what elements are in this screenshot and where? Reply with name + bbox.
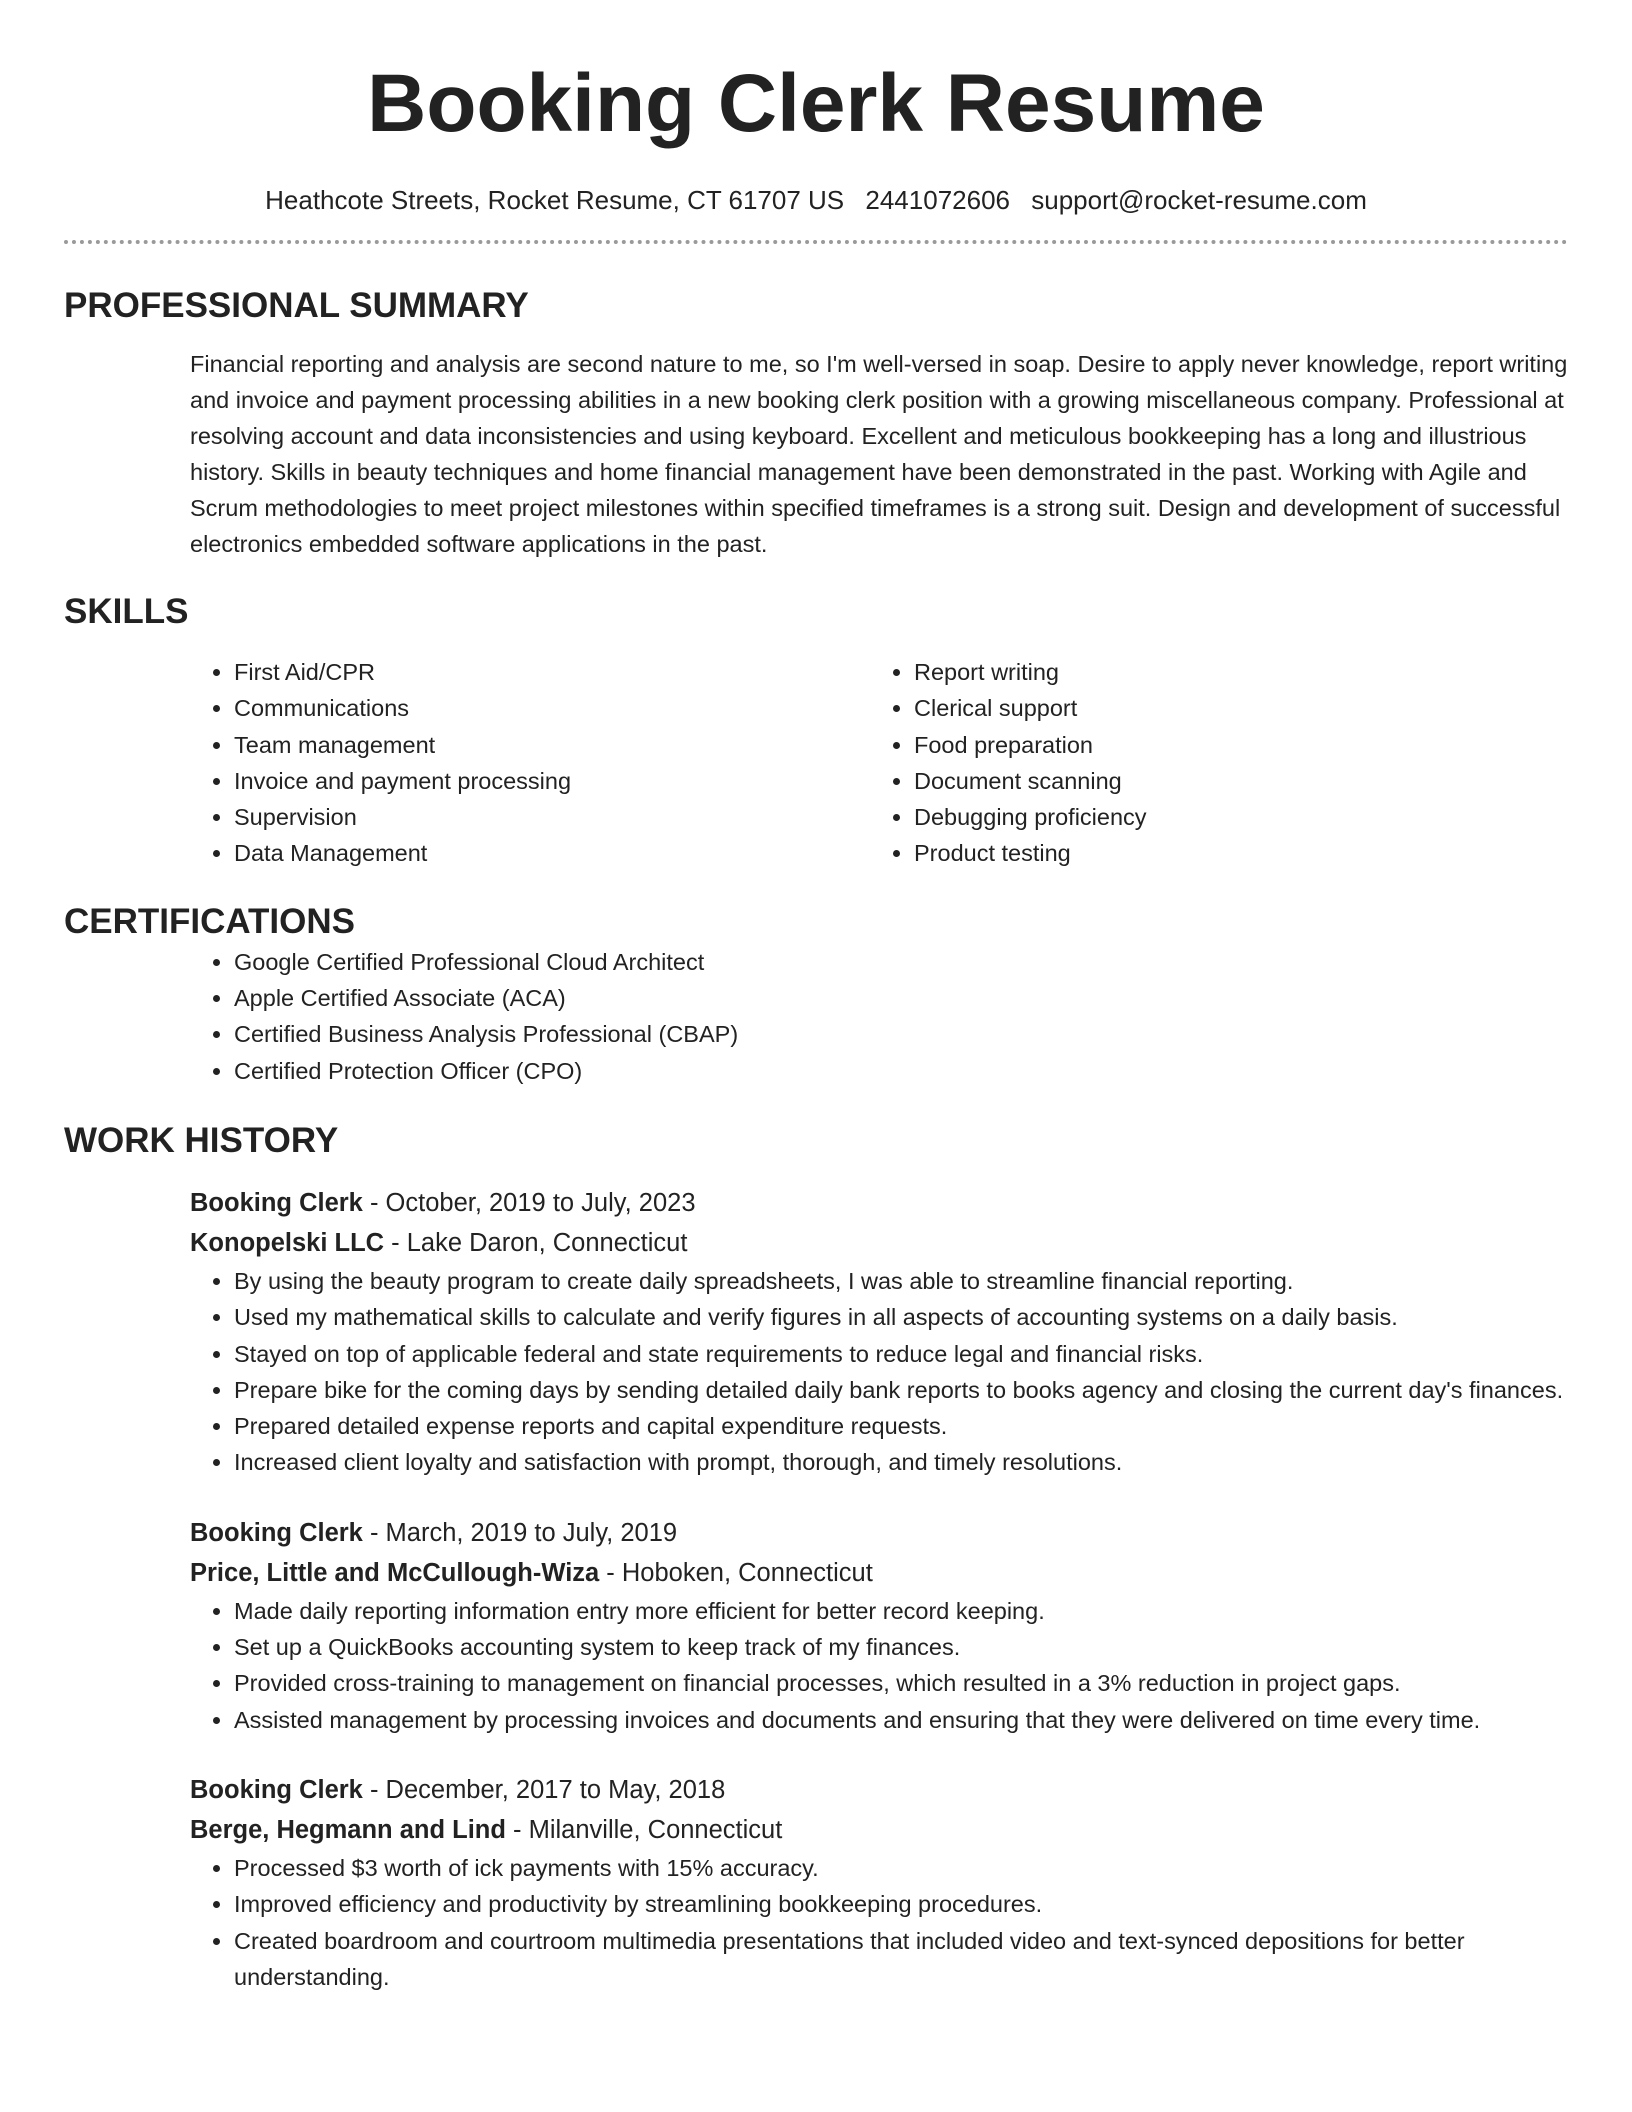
job-location: - Lake Daron, Connecticut xyxy=(384,1228,688,1257)
header-divider xyxy=(64,240,1568,244)
skill-item: • Document scanning xyxy=(914,763,1550,799)
skill-item: • Food preparation xyxy=(914,727,1550,763)
job-bullet-list xyxy=(190,1850,1568,1995)
job-dates: - October, 2019 to July, 2023 xyxy=(362,1188,696,1217)
job-bullet: • Provided cross-training to management on financial processes, which resulted in a 3% reduction in project gaps. xyxy=(234,1665,1568,1701)
skill-item: • Debugging proficiency xyxy=(914,799,1550,835)
job-bullet: • Made daily reporting information entry more efficient for better record keeping. xyxy=(234,1593,1568,1629)
professional-summary-section xyxy=(64,284,1568,562)
job-company: Berge, Hegmann and Lind xyxy=(190,1815,506,1844)
resume-title: Booking Clerk Resume xyxy=(367,58,1265,149)
job-entry xyxy=(190,1513,1568,1738)
job-company: Konopelski LLC xyxy=(190,1228,385,1257)
certification-item: • Google Certified Professional Cloud Architect xyxy=(234,944,1568,980)
job-company-line xyxy=(190,1553,1568,1593)
job-bullet: • Assisted management by processing invoices and documents and ensuring that they were delivered on time every time. xyxy=(234,1702,1568,1738)
job-role-line xyxy=(190,1513,1568,1553)
skill-item: • Supervision xyxy=(234,799,870,835)
certification-item: • Certified Protection Officer (CPO) xyxy=(234,1053,1568,1089)
skill-item: • Invoice and payment processing xyxy=(234,763,870,799)
job-location: - Hoboken, Connecticut xyxy=(599,1558,873,1587)
job-bullet: • Set up a QuickBooks accounting system to keep track of my finances. xyxy=(234,1629,1568,1665)
contact-phone: 2441072606 xyxy=(865,185,1010,215)
job-bullet-list xyxy=(190,1263,1568,1481)
certification-item: • Certified Business Analysis Professional (CBAP) xyxy=(234,1016,1568,1052)
contact-line xyxy=(64,182,1568,218)
certifications-section xyxy=(64,900,1568,1089)
job-bullet-list xyxy=(190,1593,1568,1738)
job-role-line xyxy=(190,1770,1568,1810)
certification-item: • Apple Certified Associate (ACA) xyxy=(234,980,1568,1016)
job-bullet: • Increased client loyalty and satisfaction with prompt, thorough, and timely resolutions. xyxy=(234,1444,1568,1480)
skill-item: • Data Management xyxy=(234,835,870,871)
job-company-line xyxy=(190,1810,1568,1850)
skill-item: • First Aid/CPR xyxy=(234,654,870,690)
job-bullet: • Stayed on top of applicable federal and state requirements to reduce legal and financial risks. xyxy=(234,1336,1568,1372)
job-role: Booking Clerk xyxy=(190,1188,363,1217)
job-bullet: • Used my mathematical skills to calculate and verify figures in all aspects of accounting systems on a daily basis. xyxy=(234,1299,1568,1335)
skills-section xyxy=(64,590,1568,872)
section-title-certifications: CERTIFICATIONS xyxy=(64,901,356,941)
section-title-work-history: WORK HISTORY xyxy=(64,1120,339,1160)
contact-email: support@rocket-resume.com xyxy=(1031,185,1367,215)
skills-column-left xyxy=(190,654,870,872)
summary-text: Financial reporting and analysis are second nature to me, so I'm well-versed in soap. Desire to apply never knowledge, report writing and invoice and payment processing abilities in a new booking clerk position with a growing miscellaneous company. Professional at resolving account and data inconsistencies and using keyboard. Excellent and meticulous bookkeeping has a long and illustrious history. Skills in beauty techniques and home financial management have been demonstrated in the past. Working with Agile and Scrum methodologies to meet project milestones within specified timeframes is a strong suit. Design and development of successful electronics embedded software applications in the past. xyxy=(190,351,1568,557)
job-bullet: • Processed $3 worth of ick payments with 15% accuracy. xyxy=(234,1850,1568,1886)
skill-item: • Report writing xyxy=(914,654,1550,690)
job-bullet: • Improved efficiency and productivity by streamlining bookkeeping procedures. xyxy=(234,1886,1568,1922)
job-bullet: • Created boardroom and courtroom multimedia presentations that included video and text-synced depositions for better understanding. xyxy=(234,1923,1568,1996)
skill-item: • Communications xyxy=(234,690,870,726)
job-bullet: • Prepared detailed expense reports and capital expenditure requests. xyxy=(234,1408,1568,1444)
job-location: - Milanville, Connecticut xyxy=(505,1815,783,1844)
skill-item: • Team management xyxy=(234,727,870,763)
skills-column-right xyxy=(870,654,1550,872)
contact-address: Heathcote Streets, Rocket Resume, CT 61707 US xyxy=(265,185,845,215)
certifications-list xyxy=(190,944,1568,1089)
work-history-section xyxy=(64,1119,1568,1995)
job-company: Price, Little and McCullough-Wiza xyxy=(190,1558,600,1587)
job-entry xyxy=(190,1770,1568,1995)
section-title-skills: SKILLS xyxy=(64,592,189,631)
section-title-summary: PROFESSIONAL SUMMARY xyxy=(64,286,529,325)
skill-item: • Clerical support xyxy=(914,690,1550,726)
skill-item: • Product testing xyxy=(914,835,1550,871)
job-dates: - December, 2017 to May, 2018 xyxy=(362,1775,726,1804)
job-company-line xyxy=(190,1223,1568,1263)
job-bullet: • Prepare bike for the coming days by sending detailed daily bank reports to books agency and closing the current day's finances. xyxy=(234,1372,1568,1408)
job-bullet: • By using the beauty program to create daily spreadsheets, I was able to streamline financial reporting. xyxy=(234,1263,1568,1299)
job-role: Booking Clerk xyxy=(190,1775,363,1804)
job-role: Booking Clerk xyxy=(190,1518,363,1547)
job-role-line xyxy=(190,1183,1568,1223)
job-entry xyxy=(190,1183,1568,1481)
job-dates: - March, 2019 to July, 2019 xyxy=(362,1518,678,1547)
skills-grid xyxy=(190,654,1568,872)
